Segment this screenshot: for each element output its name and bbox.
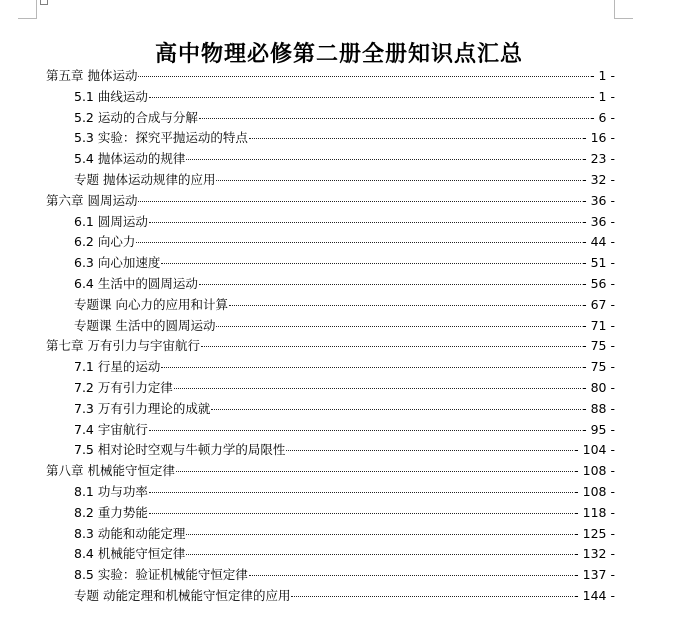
toc-page-number[interactable]: - 125 - (574, 525, 615, 541)
toc-section-entry[interactable] (46, 420, 615, 441)
toc-dot-leader (174, 388, 581, 389)
toc-entry-label[interactable]: 专题课 向心力的应用和计算 (74, 296, 228, 312)
toc-dot-leader (176, 471, 573, 472)
toc-dot-leader (161, 263, 581, 264)
toc-entry-label[interactable]: 专题 抛体运动规律的应用 (74, 171, 216, 187)
toc-entry-label[interactable]: 7.3 万有引力理论的成就 (74, 400, 211, 416)
toc-chapter-entry[interactable] (46, 66, 615, 87)
toc-entry-label[interactable]: 6.2 向心力 (74, 234, 136, 250)
toc-dot-leader (286, 450, 573, 451)
toc-chapter-entry[interactable] (46, 336, 615, 357)
toc-dot-leader (138, 201, 581, 202)
toc-section-entry[interactable] (46, 274, 615, 295)
toc-dot-leader (201, 346, 581, 347)
toc-entry-label[interactable]: 第七章 万有引力与宇宙航行 (46, 338, 200, 354)
toc-entry-label[interactable]: 第五章 抛体运动 (46, 68, 138, 83)
toc-section-entry[interactable] (46, 170, 615, 191)
toc-page-number[interactable]: - 75 - (582, 359, 615, 375)
toc-section-entry[interactable] (46, 565, 615, 586)
toc-entry-label[interactable]: 第六章 圆周运动 (46, 192, 138, 208)
toc-dot-leader (138, 76, 589, 77)
toc-dot-leader (211, 409, 581, 410)
toc-entry-label[interactable]: 8.2 重力势能 (74, 504, 148, 520)
toc-section-entry[interactable] (46, 482, 615, 503)
toc-dot-leader (216, 326, 581, 327)
toc-page-number[interactable]: - 36 - (582, 192, 615, 208)
toc-section-entry[interactable] (46, 378, 615, 399)
toc-page-number[interactable]: - 51 - (582, 255, 615, 271)
toc-section-entry[interactable] (46, 503, 615, 524)
toc-page-number[interactable]: - 118 - (574, 504, 615, 520)
toc-entry-label[interactable]: 第八章 机械能守恒定律 (46, 463, 175, 479)
toc-entry-label[interactable]: 6.4 生活中的圆周运动 (74, 275, 198, 291)
toc-entry-label[interactable]: 8.5 实验：验证机械能守恒定律 (74, 567, 248, 583)
table-of-contents (46, 66, 615, 607)
toc-page-number[interactable]: - 104 - (574, 442, 615, 458)
toc-page-number[interactable]: - 137 - (574, 567, 615, 583)
toc-entry-label[interactable]: 7.5 相对论时空观与牛顿力学的局限性 (74, 442, 286, 458)
toc-page-number[interactable]: - 132 - (574, 546, 615, 562)
toc-entry-label[interactable]: 7.1 行星的运动 (74, 359, 161, 375)
toc-page-number[interactable]: - 108 - (574, 483, 615, 499)
toc-page-number[interactable]: - 56 - (582, 275, 615, 291)
toc-dot-leader (149, 513, 573, 514)
toc-entry-label[interactable]: 6.3 向心加速度 (74, 255, 161, 271)
toc-section-entry[interactable] (46, 316, 615, 337)
margin-corner-mark-right (614, 0, 633, 19)
toc-dot-leader (186, 534, 573, 535)
toc-entry-label[interactable]: 5.2 运动的合成与分解 (74, 109, 198, 125)
toc-dot-leader (136, 242, 581, 243)
toc-page-number[interactable]: - 67 - (582, 296, 615, 312)
toc-dot-leader (161, 367, 581, 368)
toc-page-number[interactable]: - 80 - (582, 379, 615, 395)
toc-dot-leader (149, 222, 581, 223)
toc-entry-label[interactable]: 7.2 万有引力定律 (74, 379, 173, 395)
toc-entry-label[interactable]: 8.3 动能和动能定理 (74, 525, 186, 541)
toc-dot-leader (249, 575, 573, 576)
toc-section-entry[interactable] (46, 524, 615, 545)
toc-entry-label[interactable]: 专题 动能定理和机械能守恒定律的应用 (74, 587, 291, 603)
toc-section-entry[interactable] (46, 357, 615, 378)
toc-section-entry[interactable] (46, 232, 615, 253)
toc-section-entry[interactable] (46, 440, 615, 461)
toc-entry-label[interactable]: 8.1 功与功率 (74, 483, 148, 499)
toc-section-entry[interactable] (46, 149, 615, 170)
toc-page-number[interactable]: - 16 - (582, 130, 615, 146)
toc-page-number[interactable]: - 44 - (582, 234, 615, 250)
toc-dot-leader (149, 492, 573, 493)
toc-page-number[interactable]: - 6 - (590, 109, 615, 125)
toc-chapter-entry[interactable] (46, 191, 615, 212)
toc-page-number[interactable]: - 71 - (582, 317, 615, 333)
toc-page-number[interactable]: - 95 - (582, 421, 615, 437)
toc-entry-label[interactable]: 5.3 实验：探究平抛运动的特点 (74, 130, 248, 146)
toc-page-number[interactable]: - 32 - (582, 171, 615, 187)
toc-chapter-entry[interactable] (46, 461, 615, 482)
toc-entry-label[interactable]: 7.4 宇宙航行 (74, 421, 148, 437)
toc-entry-label[interactable]: 5.4 抛体运动的规律 (74, 151, 186, 167)
toc-section-entry[interactable] (46, 295, 615, 316)
toc-dot-leader (249, 138, 581, 139)
toc-page-number[interactable]: - 144 - (574, 587, 615, 603)
toc-dot-leader (149, 430, 581, 431)
toc-section-entry[interactable] (46, 544, 615, 565)
toc-section-entry[interactable] (46, 108, 615, 129)
toc-page-number[interactable]: - 88 - (582, 400, 615, 416)
toc-dot-leader (199, 284, 581, 285)
margin-corner-mark-left (18, 0, 37, 19)
toc-entry-label[interactable]: 8.4 机械能守恒定律 (74, 546, 186, 562)
toc-section-entry[interactable] (46, 586, 615, 607)
toc-page-number[interactable]: - 36 - (582, 213, 615, 229)
toc-section-entry[interactable] (46, 212, 615, 233)
toc-page-number[interactable]: - 23 - (582, 151, 615, 167)
toc-dot-leader (229, 305, 581, 306)
toc-entry-label[interactable]: 6.1 圆周运动 (74, 213, 148, 229)
toc-page-number[interactable]: - 1 - (590, 88, 615, 104)
toc-section-entry[interactable] (46, 253, 615, 274)
document-title: 高中物理必修第二册全册知识点汇总 (154, 40, 523, 67)
toc-dot-leader (149, 97, 589, 98)
toc-entry-label[interactable]: 5.1 曲线运动 (74, 88, 148, 104)
toc-dot-leader (216, 180, 581, 181)
toc-page-number[interactable]: - 108 - (574, 463, 615, 479)
toc-entry-label[interactable]: 专题课 生活中的圆周运动 (74, 317, 216, 333)
toc-section-entry[interactable] (46, 128, 615, 149)
toc-section-entry[interactable] (46, 87, 615, 108)
toc-section-entry[interactable] (46, 399, 615, 420)
toc-page-number[interactable]: - 1 - (590, 68, 615, 83)
toc-dot-leader (199, 118, 589, 119)
toc-page-number[interactable]: - 75 - (582, 338, 615, 354)
toc-dot-leader (186, 554, 573, 555)
table-move-handle[interactable] (40, 0, 48, 5)
toc-dot-leader (186, 159, 581, 160)
toc-dot-leader (291, 596, 573, 597)
